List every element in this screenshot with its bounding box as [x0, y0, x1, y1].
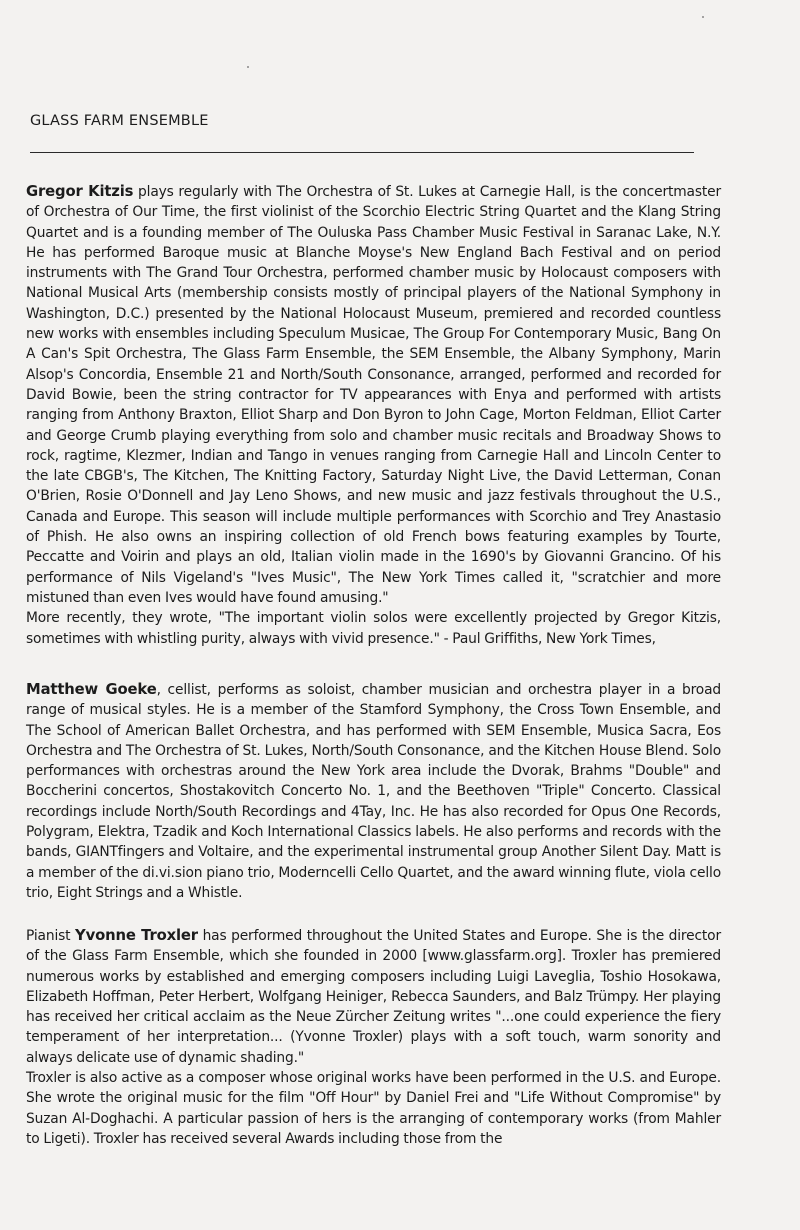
title-divider	[30, 152, 694, 153]
bio-text: , cellist, performs as soloist, chamber musician and orchestra player in a broad range of musical styles. He is a member of the Stamford Symphony, the Cross Town Ensemble, and The School of American Ballet Orchestra, and has performed with SEM Ensemble, Musica Sacra, Eos Orchestra and The Orchestra of St. Lukes, North/South Consonance, and the Kitchen House Blend. Solo performances with orchestras around the New York area include the Dvorak, Brahms "Double" and Boccherini concertos, Shostakovitch Concerto No. 1, and the Beethoven "Triple" Concerto. Classical recordings include North/South Recordings and 4Tay, Inc. He has also recorded for Opus One Records, Polygram, Elektra, Tzadik and Koch International Classics labels. He also performs and records with the bands, GIANTfingers and Voltaire, and the experimental instrumental group Another Silent Day. Matt is a member of the di.vi.sion piano trio, Moderncelli Cello Quartet, and the award winning flute, viola cello trio, Eight Strings and a Whistle.	[26, 682, 721, 901]
musician-name: Yvonne Troxler	[75, 927, 198, 944]
bio-paragraph	[26, 926, 721, 1068]
bio-gregor-kitzis	[26, 182, 721, 649]
bio-text: has performed throughout the United States and Europe. She is the director of the Glass Farm Ensemble, which she founded in 2000 [www.glassfarm.org]. Troxler has premiered numerous works by established and emerging composers including Luigi Laveglia, Toshio Hosokawa, Elizabeth Hoffman, Peter Herbert, Wolfgang Heiniger, Rebecca Saunders, and Balz Trümpy. Her playing has received her critical acclaim as the Neue Zürcher Zeitung writes "...one could experience the fiery temperament of her interpretation... (Yvonne Troxler) plays with a soft touch, warm sonority and always delicate use of dynamic shading."	[26, 928, 721, 1066]
bio-paragraph	[26, 1068, 721, 1149]
paper-speck	[247, 66, 249, 68]
bio-text: More recently, they wrote, "The important violin solos were excellently projected by Gregor Kitzis, sometimes with whistling purity, always with vivid presence." - Paul Griffiths, New York Times,	[26, 610, 721, 647]
bio-matthew-goeke	[26, 680, 721, 903]
musician-name: Gregor Kitzis	[26, 183, 134, 200]
bio-paragraph	[26, 182, 721, 608]
musician-name: Matthew Goeke	[26, 681, 157, 698]
bio-prefix: Pianist	[26, 928, 76, 944]
bio-text: plays regularly with The Orchestra of St. Lukes at Carnegie Hall, is the concertmaster of Orchestra of Our Time, the first violinist of the Scorchio Electric String Quartet and the Klang String Quartet and is a founding member of The Ouluska Pass Chamber Music Festival in Saranac Lake, N.Y. He has performed Baroque music at Blanche Moyse's New England Bach Festival and on period instruments with The Grand Tour Orchestra, performed chamber music by Holocaust composers with National Musical Arts (membership consists mostly of principal players of the National Symphony in Washington, D.C.) presented by the National Holocaust Museum, premiered and recorded countless new works with ensembles including Speculum Musicae, The Group For Contemporary Music, Bang On A Can's Spit Orchestra, The Glass Farm Ensemble, the SEM Ensemble, the Albany Symphony, Marin Alsop's Concordia, Ensemble 21 and North/South Consonance, arranged, performed and recorded for David Bowie, been the string contractor for TV appearances with Enya and performed with artists ranging from Anthony Braxton, Elliot Sharp and Don Byron to John Cage, Morton Feldman, Elliot Carter and George Crumb playing everything from solo and chamber music recitals and Broadway Shows to rock, ragtime, Klezmer, Indian and Tango in venues ranging from Carnegie Hall and Lincoln Center to the late CBGB's, The Kitchen, The Knitting Factory, Saturday Night Live, the David Letterman, Conan O'Brien, Rosie O'Donnell and Jay Leno Shows, and new music and jazz festivals throughout the U.S., Canada and Europe. This season will include multiple performances with Scorchio and Trey Anastasio of Phish. He also owns an inspiring collection of old French bows featuring examples by Tourte, Peccatte and Voirin and plays an old, Italian violin made in the 1690's by Giovanni Grancino. Of his performance of Nils Vigeland's "Ives Music", The New York Times called it, "scratchier and more mistuned than even Ives would have found amusing."	[26, 184, 721, 606]
paper-speck	[702, 16, 704, 18]
bio-text: Troxler is also active as a composer whose original works have been performed in the U.S. and Europe. She wrote the original music for the film "Off Hour" by Daniel Frei and "Life Without Compromise" by Suzan Al-Doghachi. A particular passion of hers is the arranging of contemporary works (from Mahler to Ligeti). Troxler has received several Awards including those from the	[26, 1070, 721, 1147]
bio-paragraph	[26, 680, 721, 903]
bio-paragraph	[26, 608, 721, 649]
ensemble-title: GLASS FARM ENSEMBLE	[30, 113, 209, 129]
bio-yvonne-troxler	[26, 926, 721, 1149]
